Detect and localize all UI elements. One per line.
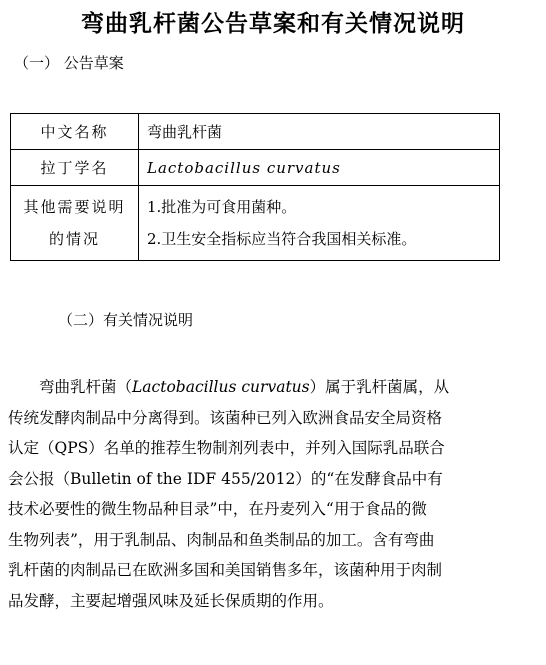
label-chinese-name: 中文名称	[11, 114, 139, 150]
requirement-item: 1.批准为可食用菌种。	[147, 198, 297, 216]
label-latin-name: 拉丁学名	[11, 150, 139, 186]
label-other-notes	[11, 186, 139, 261]
table-row-other-notes	[11, 186, 500, 261]
paragraph-line: 技术必要性的微生物品种目录”中，在丹麦列入“用于食品的微	[8, 500, 427, 518]
announcement-table	[10, 113, 500, 261]
table-row-latin-name	[11, 150, 500, 186]
paragraph-line: 会公报（Bulletin of the IDF 455/2012）的“在发酵食品中有	[8, 469, 443, 488]
line-suffix: ）属于乳杆菌属，从	[309, 378, 450, 396]
label-other-notes-line1: 其他需要说明	[23, 198, 126, 216]
paragraph-line: 传统发酵肉制品中分离得到。该菌种已列入欧洲食品安全局资格	[8, 408, 443, 427]
label-other-notes-line2: 的情况	[48, 230, 100, 248]
paragraph-line: 品发酵，主要起增强风味及延长保质期的作用。	[8, 591, 334, 610]
value-chinese-name: 弯曲乳杆菌	[139, 114, 500, 150]
table-row-chinese-name	[11, 114, 500, 150]
line-prefix: 弯曲乳杆菌（	[39, 378, 133, 396]
paragraph-line: 生物列表”，用于乳制品、肉制品和鱼类制品的加工。含有弯曲	[8, 530, 435, 549]
paragraph-line: 乳杆菌的肉制品已在欧洲多国和美国销售多年，该菌种用于肉制	[8, 561, 443, 579]
document-title: 弯曲乳杆菌公告草案和有关情况说明	[81, 11, 465, 37]
value-latin-name: Lactobacillus curvatus	[139, 150, 500, 186]
value-other-notes	[139, 186, 500, 261]
paragraph-line	[8, 372, 538, 403]
section-heading-draft-announcement: （一） 公告草案	[14, 54, 124, 72]
requirement-item: 2.卫生安全指标应当符合我国相关标准。	[147, 230, 417, 248]
latin-name-inline: Lactobacillus curvatus	[132, 378, 310, 396]
section-heading-explanation: （二）有关情况说明	[58, 311, 194, 329]
paragraph-line: 认定（QPS）名单的推荐生物制剂列表中，并列入国际乳品联合	[8, 439, 445, 457]
explanation-paragraph	[8, 372, 538, 616]
